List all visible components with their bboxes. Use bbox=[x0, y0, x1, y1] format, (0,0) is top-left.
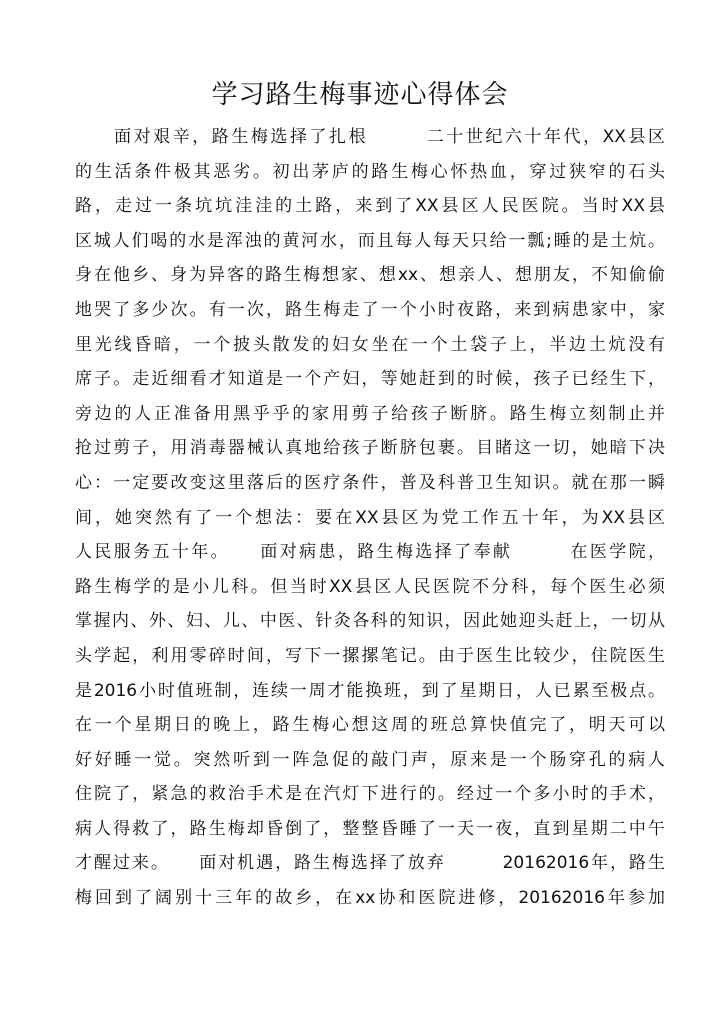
body-line: 掌握内、外、妇、儿、中医、针灸各科的知识，因此她迎头赶上，一切从 bbox=[75, 611, 665, 632]
body-line: 里光线昏暗，一个披头散发的妇女坐在一个土袋子上，半边土炕没有 bbox=[75, 334, 665, 355]
body-line: 区城人们喝的水是浑浊的黄河水，而且每人每天只给一瓢;睡的是土炕。 bbox=[75, 230, 665, 251]
body-line: 路，走过一条坑坑洼洼的土路，来到了XX县区人民医院。当时XX县 bbox=[75, 196, 665, 217]
body-line: 身在他乡、身为异客的路生梅想家、想xx、想亲人、想朋友，不知偷偷 bbox=[75, 265, 665, 286]
body-line: 地哭了多少次。有一次，路生梅走了一个小时夜路，来到病患家中，家 bbox=[75, 299, 665, 320]
body-line: 梅回到了阔别十三年的故乡，在xx协和医院进修，20162016年参加 bbox=[75, 888, 665, 909]
body-line: 好好睡一觉。突然听到一阵急促的敲门声，原来是一个肠穿孔的病人 bbox=[75, 749, 665, 770]
document-body bbox=[75, 120, 665, 916]
body-line: 是2016小时值班制，连续一周才能换班，到了星期日，人已累至极点。 bbox=[75, 680, 665, 701]
body-line: 病人得救了，路生梅却昏倒了，整整昏睡了一天一夜，直到星期二中午 bbox=[75, 818, 665, 839]
body-line: 才醒过来。 面对机遇，路生梅选择了放弃 20162016年，路生 bbox=[75, 853, 665, 874]
body-line: 的生活条件极其恶劣。初出茅庐的路生梅心怀热血，穿过狭窄的石头 bbox=[75, 161, 665, 182]
body-line: 抢过剪子，用消毒器械认真地给孩子断脐包裹。目睹这一切，她暗下决 bbox=[75, 438, 665, 459]
body-line: 路生梅学的是小儿科。但当时XX县区人民医院不分科，每个医生必须 bbox=[75, 576, 665, 597]
document-title: 学习路生梅事迹心得体会 bbox=[211, 80, 509, 110]
body-line: 面对艰辛，路生梅选择了扎根 二十世纪六十年代，XX县区 bbox=[75, 127, 665, 147]
body-line: 住院了，紧急的救治手术是在汽灯下进行的。经过一个多小时的手术， bbox=[75, 784, 665, 805]
body-line: 席子。走近细看才知道是一个产妇，等她赶到的时候，孩子已经生下， bbox=[75, 369, 665, 390]
body-line: 旁边的人正准备用黑乎乎的家用剪子给孩子断脐。路生梅立刻制止并 bbox=[75, 403, 665, 424]
body-line: 头学起，利用零碎时间，写下一摞摞笔记。由于医生比较少，住院医生 bbox=[75, 645, 665, 666]
body-line: 间，她突然有了一个想法：要在XX县区为党工作五十年，为XX县区 bbox=[75, 507, 665, 528]
body-line: 心：一定要改变这里落后的医疗条件，普及科普卫生知识。就在那一瞬 bbox=[75, 472, 665, 493]
body-line: 在一个星期日的晚上，路生梅心想这周的班总算快值完了，明天可以 bbox=[75, 715, 665, 736]
body-line: 人民服务五十年。 面对病患，路生梅选择了奉献 在医学院， bbox=[75, 542, 665, 563]
